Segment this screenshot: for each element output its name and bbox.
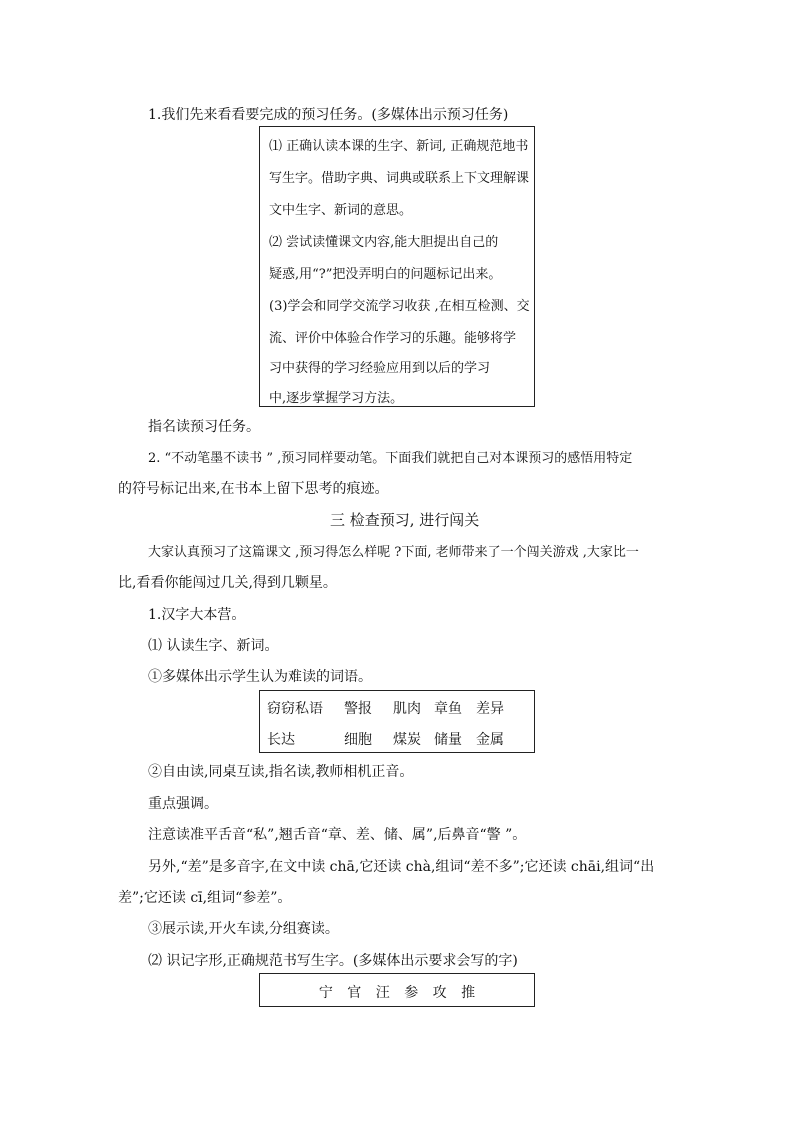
word-cell: 窃窃私语 — [267, 701, 323, 717]
item-write-chars: ⑵ 识记字形,正确规范书写生字。(多媒体出示要求会写的字) — [148, 953, 518, 969]
task-line: ⑵ 尝试读懂课文内容,能大胆提出自己的 — [269, 235, 499, 250]
task-line: 写生字。借助字典、词典或联系上下文理解课 — [269, 171, 530, 186]
task-line: (3)学会和同学交流学习收获 ,在相互检测、交 — [269, 299, 530, 314]
task-line: 习中获得的学习经验应用到以后的学习 — [269, 361, 491, 376]
word-cell: 长达 — [267, 732, 295, 748]
item-show-hard-words: ①多媒体出示学生认为难读的词语。 — [148, 669, 372, 685]
paragraph-task-intro: 1.我们先来看看要完成的预习任务。(多媒体出示预习任务) — [148, 107, 509, 123]
word-table-box — [259, 690, 535, 753]
item-pronunciation-note: 注意读准平舌音“私”,翘舌音“章、差、储、属”,后鼻音“警 ”。 — [148, 827, 527, 843]
paragraph-pen-note-cont: 的符号标记出来,在书本上留下思考的痕迹。 — [118, 481, 389, 497]
item-emphasis: 重点强调。 — [148, 796, 218, 812]
word-cell: 肌肉 — [393, 701, 421, 717]
item-hanzi-camp: 1.汉字大本营。 — [148, 607, 246, 623]
item-polyphone-note-cont: 差”;它还读 cī,组词“参差”。 — [118, 890, 292, 906]
word-cell: 差异 — [476, 701, 504, 717]
preview-task-box — [259, 126, 535, 407]
item-read-words: ⑴ 认读生字、新词。 — [148, 638, 279, 654]
word-cell: 章鱼 — [434, 701, 462, 717]
item-polyphone-note: 另外,“差”是多音字,在文中读 chā,它还读 chà,组词“差不多”;它还读 chāi,组词“出 — [148, 859, 655, 875]
word-cell: 金属 — [476, 732, 504, 748]
word-cell: 煤炭 — [393, 732, 421, 748]
word-cell: 细胞 — [344, 732, 372, 748]
task-line: 中,逐步掌握学习方法。 — [269, 391, 404, 406]
word-cell: 储量 — [434, 732, 462, 748]
paragraph-game-intro-cont: 比,看看你能闯过几关,得到几颗星。 — [118, 575, 337, 591]
task-line: 文中生字、新词的意思。 — [269, 203, 413, 218]
word-cell: 警报 — [344, 701, 372, 717]
task-line: 流、评价中体验合作学习的乐趣。能够将学 — [269, 331, 517, 346]
section-heading: 三 检查预习, 进行闯关 — [330, 511, 480, 529]
task-line: ⑴ 正确认读本课的生字、新词, 正确规范地书 — [269, 139, 529, 154]
paragraph-game-intro: 大家认真预习了这篇课文 ,预习得怎么样呢 ?下面, 老师带来了一个闯关游戏 ,大家比一 — [148, 545, 639, 560]
paragraph-read-task: 指名读预习任务。 — [148, 419, 260, 435]
task-line: 疑惑,用“?”把没弄明白的问题标记出来。 — [269, 267, 502, 282]
item-free-read: ②自由读,同桌互读,指名读,教师相机正音。 — [148, 764, 414, 780]
paragraph-pen-note: 2. “不动笔墨不读书 ” ,预习同样要动笔。下面我们就把自己对本课预习的感悟用特定 — [148, 451, 633, 466]
item-show-read: ③展示读,开火车读,分组赛读。 — [148, 921, 339, 937]
characters-to-write: 宁 官 汪 参 攻 推 — [318, 985, 476, 1001]
character-box — [259, 973, 535, 1007]
